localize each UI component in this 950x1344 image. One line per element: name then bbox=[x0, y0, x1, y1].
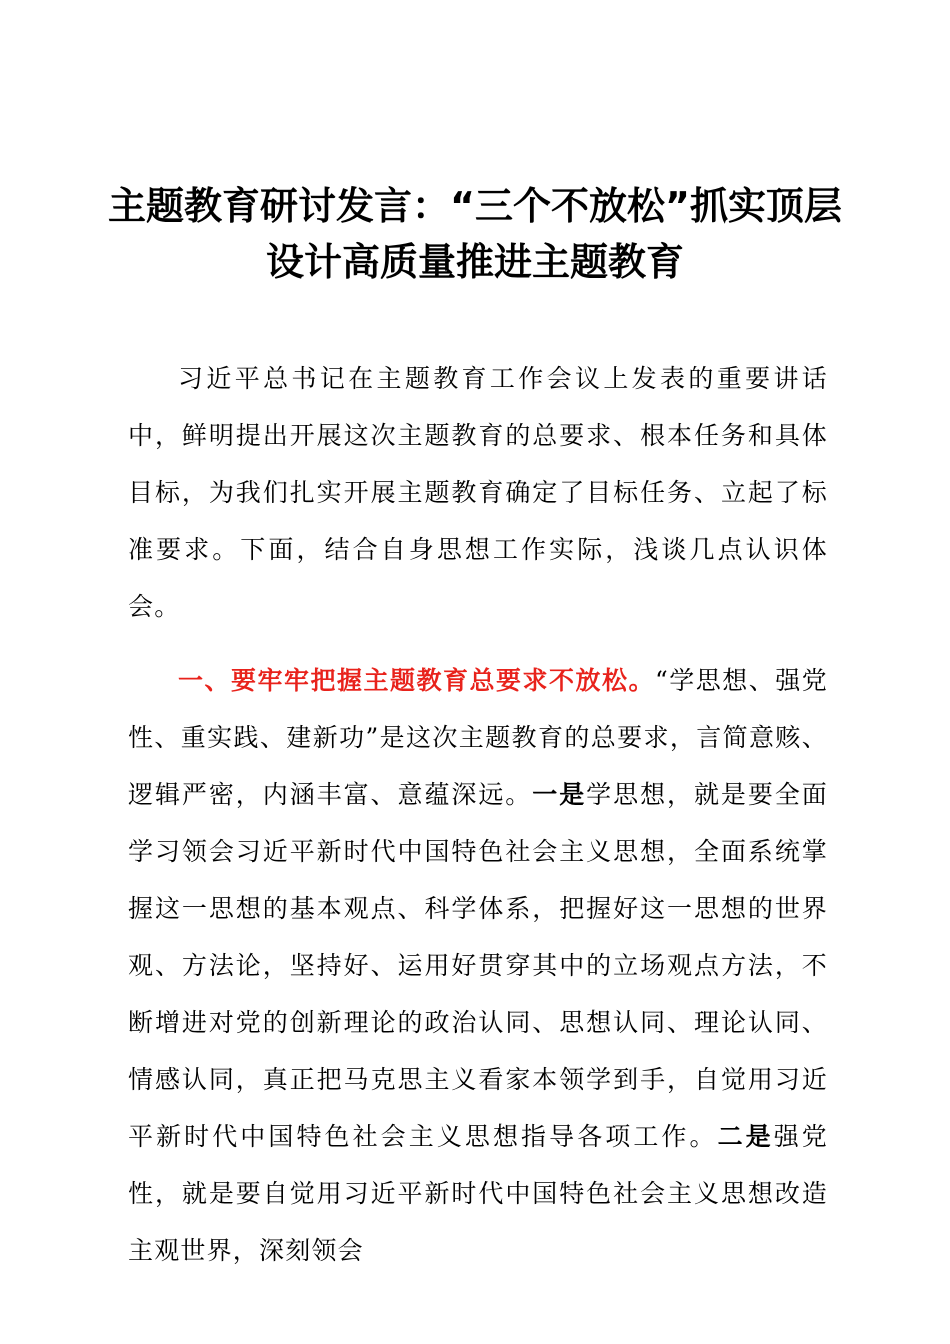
section-1-paragraph bbox=[128, 652, 828, 1279]
section-1-bold-2: 二是 bbox=[717, 1122, 774, 1151]
section-1-bold-1: 一是 bbox=[532, 780, 587, 809]
document-title bbox=[100, 178, 850, 290]
intro-paragraph: 习近平总书记在主题教育工作会议上发表的重要讲话中，鲜明提出开展这次主题教育的总要求、根本任务和具体目标，为我们扎实开展主题教育确定了目标任务、立起了标准要求。下面，结合自身思想工作实际，浅谈几点认识体会。 bbox=[128, 364, 828, 621]
section-1-text-a: “学思想、强党性、重实践、建新功”是这次主题教育的总要求，言简意赅、逻辑严密，内涵丰富、意蕴深远。 bbox=[128, 666, 828, 809]
title-line-1: 主题教育研讨发言：“三个不放松”抓实顶层 bbox=[108, 184, 842, 228]
section-1-text-c: 强党性，就是要自觉用习近平新时代中国特色社会主义思想改造主观世界，深刻领会 bbox=[128, 1122, 829, 1265]
title-line-2: 设计高质量推进主题教育 bbox=[265, 240, 684, 284]
section-1-text-b: 学思想，就是要全面学习领会习近平新时代中国特色社会主义思想，全面系统掌握这一思想的基本观点、科学体系，把握好这一思想的世界观、方法论，坚持好、运用好贯穿其中的立场观点方法，不断增进对党的创新理论的政治认同、思想认同、理论认同、情感认同，真正把马克思主义看家本领学到手，自觉用习近平新时代中国特色社会主义思想指导各项工作。 bbox=[128, 780, 828, 1151]
document-body bbox=[128, 350, 828, 1279]
section-1-heading: 一、要牢牢把握主题教育总要求不放松。 bbox=[178, 666, 656, 695]
